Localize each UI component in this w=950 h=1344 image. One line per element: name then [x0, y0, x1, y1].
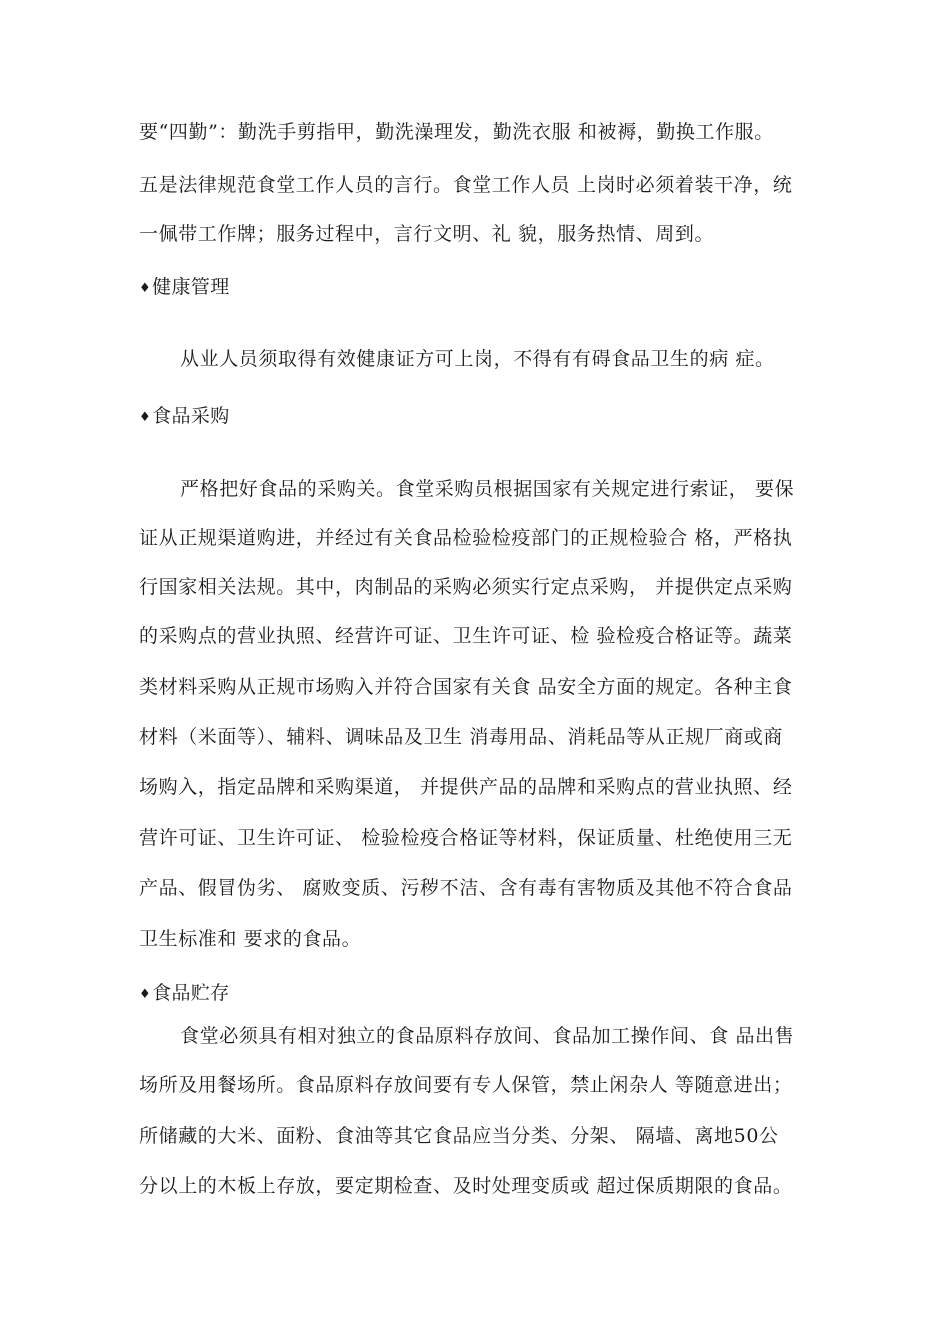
purchase-line-2: 证从正规渠道购进，并经过有关食品检验检疫部门的正规检验合 格，严格执 [139, 527, 793, 549]
diamond-bullet-icon: ♦ [139, 281, 152, 296]
purchase-line-1: 严格把好食品的采购关。食堂采购员根据国家有关规定进行索证， 要保 [180, 478, 795, 500]
purchase-line-6: 材料（米面等）、辅料、调味品及卫生 消毒用品、消耗品等从正规厂商或商 [139, 726, 783, 748]
heading-purchase [139, 404, 839, 430]
heading-purchase-text: 食品采购 [152, 405, 230, 427]
intro-line-2: 五是法律规范食堂工作人员的言行。食堂工作人员 上岗时必须着装干净，统 [139, 174, 793, 196]
storage-line-1: 食堂必须具有相对独立的食品原料存放间、食品加工操作间、食 品出售 [180, 1025, 795, 1047]
heading-storage [139, 981, 839, 1007]
purchase-line-10: 卫生标准和 要求的食品。 [139, 928, 362, 950]
diamond-bullet-icon: ♦ [139, 987, 152, 1002]
intro-line-3: 一佩带工作牌；服务过程中，言行文明、礼 貌，服务热情、周到。 [139, 223, 715, 245]
heading-health [139, 275, 839, 301]
purchase-line-8: 营许可证、卫生许可证、 检验检疫合格证等材料，保证质量、杜绝使用三无 [139, 827, 793, 849]
purchase-line-7: 场购入，指定品牌和采购渠道， 并提供产品的品牌和采购点的营业执照、经 [139, 776, 793, 798]
health-line-1: 从业人员须取得有效健康证方可上岗，不得有有碍食品卫生的病 症。 [180, 348, 775, 370]
diamond-bullet-icon: ♦ [139, 410, 152, 425]
heading-storage-text: 食品贮存 [152, 982, 230, 1004]
storage-line-4: 分以上的木板上存放，要定期检查、及时处理变质或 超过保质期限的食品。 [139, 1175, 793, 1197]
storage-line-3: 所储藏的大米、面粉、食油等其它食品应当分类、分架、 隔墙、离地50公 [139, 1125, 779, 1147]
purchase-line-9: 产品、假冒伪劣、 腐败变质、污秽不洁、含有毒有害物质及其他不符合食品 [139, 877, 793, 899]
intro-line-1: 要“四勤”：勤洗手剪指甲，勤洗澡理发，勤洗衣服 和被褥，勤换工作服。 [139, 121, 774, 143]
purchase-line-3: 行国家相关法规。其中，肉制品的采购必须实行定点采购， 并提供定点采购 [139, 576, 793, 598]
purchase-line-5: 类材料采购从正规市场购入并符合国家有关食 品安全方面的规定。各种主食 [139, 676, 793, 698]
purchase-line-4: 的采购点的营业执照、经营许可证、卫生许可证、检 验检疫合格证等。蔬菜 [139, 625, 793, 647]
heading-health-text: 健康管理 [152, 276, 230, 298]
storage-line-2: 场所及用餐场所。食品原料存放间要有专人保管，禁止闲杂人 等随意进出； [139, 1074, 793, 1096]
